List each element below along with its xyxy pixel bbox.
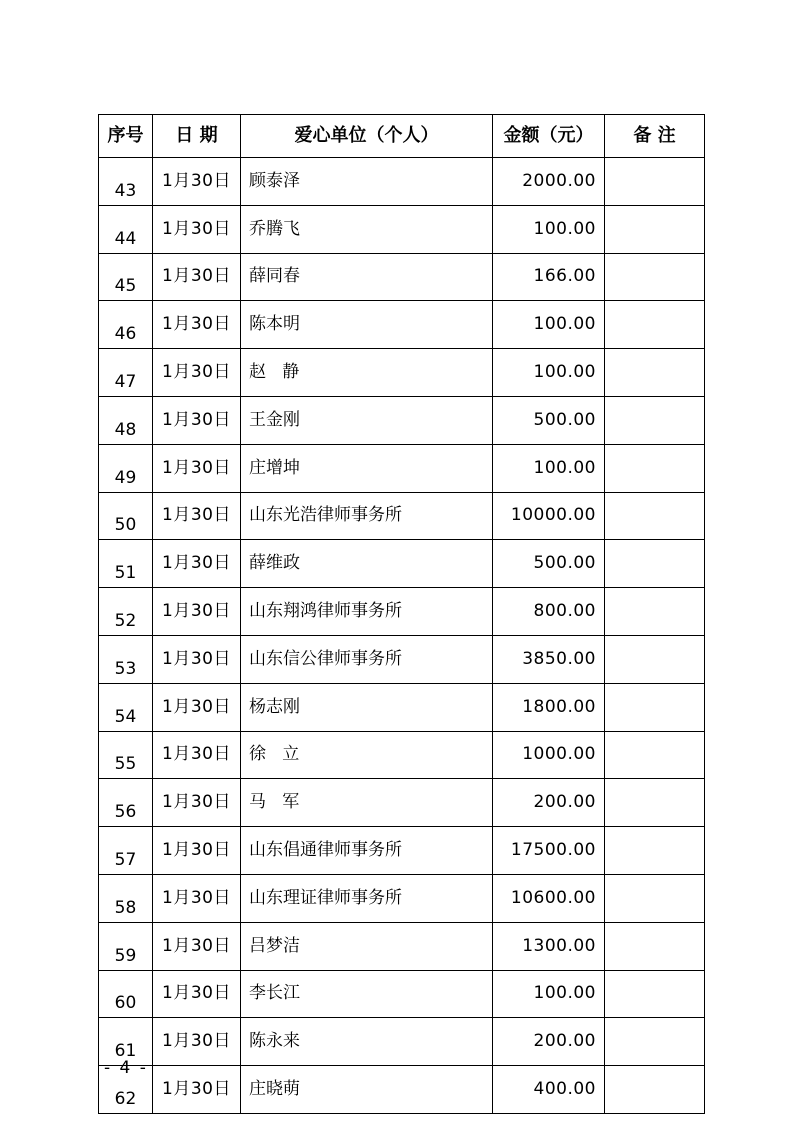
table-row [99, 444, 705, 492]
donor-cell: 山东理证律师事务所 [241, 874, 493, 922]
amount-cell: 100.00 [493, 205, 605, 253]
header-date: 日 期 [153, 115, 241, 158]
seq-cell: 49 [99, 444, 153, 492]
date-cell: 1月30日 [153, 922, 241, 970]
remark-cell [605, 1018, 705, 1066]
date-cell: 1月30日 [153, 444, 241, 492]
header-amount: 金额（元） [493, 115, 605, 158]
date-cell: 1月30日 [153, 205, 241, 253]
seq-cell: 52 [99, 588, 153, 636]
date-cell: 1月30日 [153, 1066, 241, 1114]
donor-cell: 山东信公律师事务所 [241, 635, 493, 683]
header-donor: 爱心单位（个人） [241, 115, 493, 158]
amount-cell: 1800.00 [493, 683, 605, 731]
remark-cell [605, 444, 705, 492]
amount-cell: 3850.00 [493, 635, 605, 683]
remark-cell [605, 874, 705, 922]
donor-cell: 马 军 [241, 779, 493, 827]
table-row [99, 779, 705, 827]
amount-cell: 2000.00 [493, 158, 605, 206]
date-cell: 1月30日 [153, 349, 241, 397]
date-cell: 1月30日 [153, 492, 241, 540]
amount-cell: 400.00 [493, 1066, 605, 1114]
date-cell: 1月30日 [153, 731, 241, 779]
seq-cell: 56 [99, 779, 153, 827]
donor-cell: 李长江 [241, 970, 493, 1018]
amount-cell: 166.00 [493, 253, 605, 301]
table-row [99, 683, 705, 731]
donor-cell: 山东光浩律师事务所 [241, 492, 493, 540]
date-cell: 1月30日 [153, 540, 241, 588]
amount-cell: 200.00 [493, 1018, 605, 1066]
seq-cell: 46 [99, 301, 153, 349]
donor-cell: 陈本明 [241, 301, 493, 349]
remark-cell [605, 205, 705, 253]
seq-cell: 58 [99, 874, 153, 922]
donor-cell: 庄增坤 [241, 444, 493, 492]
table-body [99, 158, 705, 1114]
remark-cell [605, 635, 705, 683]
date-cell: 1月30日 [153, 827, 241, 875]
table-row [99, 1066, 705, 1114]
amount-cell: 10600.00 [493, 874, 605, 922]
table-row [99, 970, 705, 1018]
donor-cell: 山东翔鸿律师事务所 [241, 588, 493, 636]
amount-cell: 200.00 [493, 779, 605, 827]
amount-cell: 500.00 [493, 396, 605, 444]
seq-cell: 51 [99, 540, 153, 588]
remark-cell [605, 253, 705, 301]
date-cell: 1月30日 [153, 588, 241, 636]
donor-cell: 薛维政 [241, 540, 493, 588]
header-seq: 序号 [99, 115, 153, 158]
table-row [99, 158, 705, 206]
remark-cell [605, 540, 705, 588]
remark-cell [605, 396, 705, 444]
table-row [99, 301, 705, 349]
amount-cell: 1000.00 [493, 731, 605, 779]
date-cell: 1月30日 [153, 396, 241, 444]
table-row [99, 827, 705, 875]
table-row [99, 253, 705, 301]
donor-cell: 乔腾飞 [241, 205, 493, 253]
remark-cell [605, 301, 705, 349]
seq-cell: 59 [99, 922, 153, 970]
remark-cell [605, 779, 705, 827]
table-row [99, 635, 705, 683]
remark-cell [605, 1066, 705, 1114]
donor-cell: 王金刚 [241, 396, 493, 444]
donor-cell: 顾泰泽 [241, 158, 493, 206]
remark-cell [605, 588, 705, 636]
date-cell: 1月30日 [153, 301, 241, 349]
seq-cell: 60 [99, 970, 153, 1018]
amount-cell: 1300.00 [493, 922, 605, 970]
seq-cell: 57 [99, 827, 153, 875]
seq-cell: 53 [99, 635, 153, 683]
table-row [99, 874, 705, 922]
donor-cell: 徐 立 [241, 731, 493, 779]
donor-cell: 赵 静 [241, 349, 493, 397]
donor-cell: 杨志刚 [241, 683, 493, 731]
seq-cell: 47 [99, 349, 153, 397]
table-row [99, 492, 705, 540]
date-cell: 1月30日 [153, 874, 241, 922]
table-row [99, 396, 705, 444]
seq-cell: 55 [99, 731, 153, 779]
seq-cell: 61 [99, 1018, 153, 1066]
remark-cell [605, 922, 705, 970]
table-header-row [99, 115, 705, 158]
amount-cell: 100.00 [493, 349, 605, 397]
seq-cell: 50 [99, 492, 153, 540]
seq-cell: 45 [99, 253, 153, 301]
table-row [99, 731, 705, 779]
table-row [99, 205, 705, 253]
date-cell: 1月30日 [153, 683, 241, 731]
amount-cell: 100.00 [493, 301, 605, 349]
page-number: - 4 - [104, 1058, 148, 1078]
table-row [99, 349, 705, 397]
remark-cell [605, 970, 705, 1018]
remark-cell [605, 731, 705, 779]
seq-cell: 54 [99, 683, 153, 731]
amount-cell: 100.00 [493, 970, 605, 1018]
amount-cell: 800.00 [493, 588, 605, 636]
amount-cell: 100.00 [493, 444, 605, 492]
date-cell: 1月30日 [153, 635, 241, 683]
donor-cell: 山东倡通律师事务所 [241, 827, 493, 875]
donor-cell: 吕梦洁 [241, 922, 493, 970]
donor-cell: 薛同春 [241, 253, 493, 301]
seq-cell: 44 [99, 205, 153, 253]
donation-table [98, 114, 705, 1114]
date-cell: 1月30日 [153, 970, 241, 1018]
seq-cell: 48 [99, 396, 153, 444]
seq-cell: 62 [99, 1066, 153, 1114]
date-cell: 1月30日 [153, 253, 241, 301]
donor-cell: 庄晓萌 [241, 1066, 493, 1114]
remark-cell [605, 349, 705, 397]
amount-cell: 500.00 [493, 540, 605, 588]
donor-cell: 陈永来 [241, 1018, 493, 1066]
date-cell: 1月30日 [153, 1018, 241, 1066]
remark-cell [605, 158, 705, 206]
amount-cell: 17500.00 [493, 827, 605, 875]
table-row [99, 922, 705, 970]
header-remark: 备 注 [605, 115, 705, 158]
seq-cell: 43 [99, 158, 153, 206]
table-row [99, 1018, 705, 1066]
table-row [99, 540, 705, 588]
remark-cell [605, 827, 705, 875]
date-cell: 1月30日 [153, 779, 241, 827]
remark-cell [605, 492, 705, 540]
remark-cell [605, 683, 705, 731]
amount-cell: 10000.00 [493, 492, 605, 540]
date-cell: 1月30日 [153, 158, 241, 206]
table-row [99, 588, 705, 636]
